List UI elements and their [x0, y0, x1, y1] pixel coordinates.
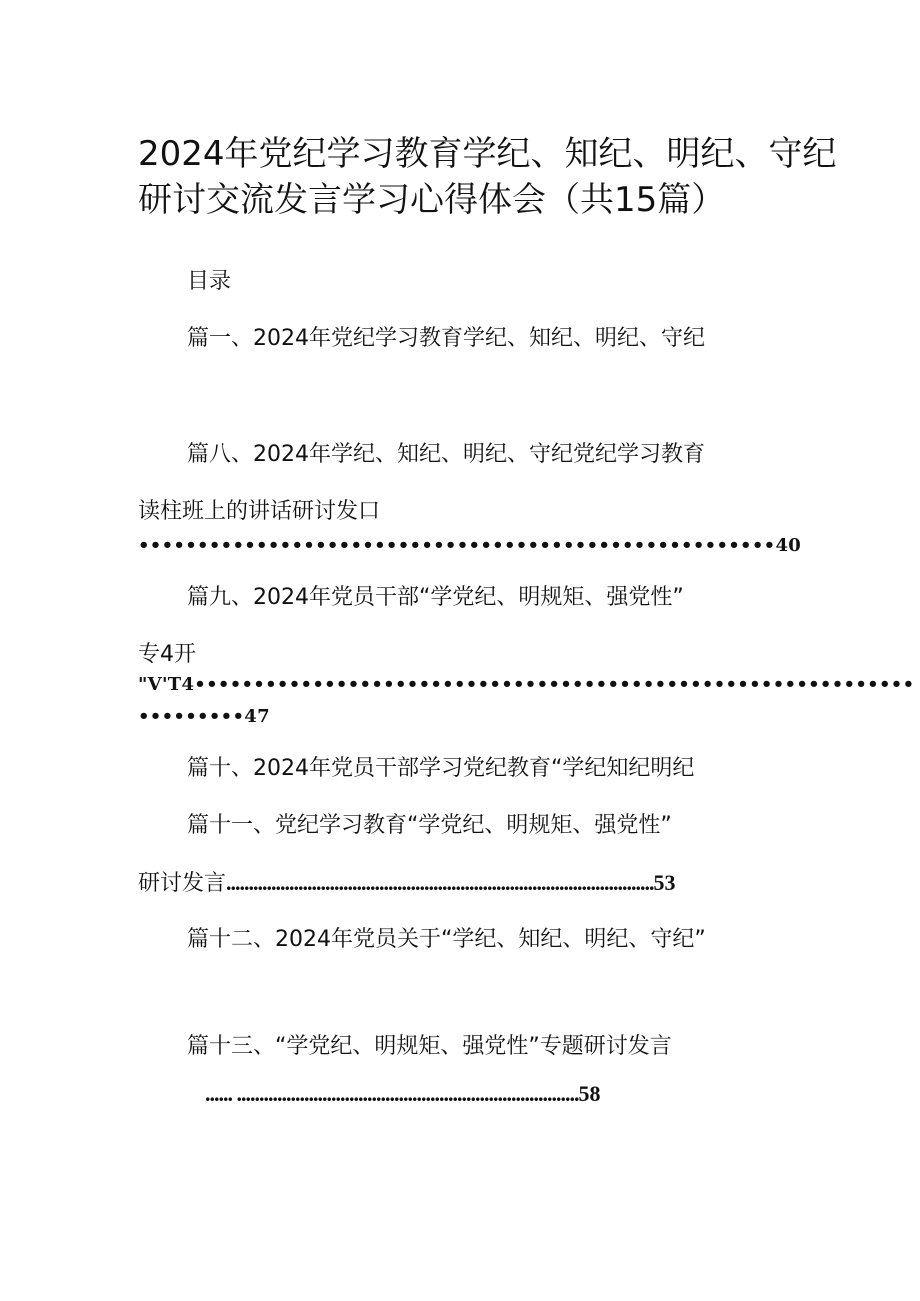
toc-item-11-text: 研讨发言: [138, 871, 227, 896]
toc-item-11-leader: ...............................................................................................: [226, 870, 654, 895]
toc-item-13-leader: ...... ............................................................................: [205, 1081, 579, 1106]
toc-item-11-page: 53: [653, 870, 676, 895]
toc-item-11-entry: [138, 869, 778, 898]
toc-item-13-title: 篇十三、“学党纪、明规矩、强党性”专题研讨发言: [187, 1034, 672, 1059]
document-title-line-2: 研讨交流发言学习心得体会（共15篇）: [138, 180, 726, 220]
toc-item-10: 篇十、2024年党员干部学习党纪教育“学纪知纪明纪: [187, 756, 695, 781]
toc-item-8-leader: ••••••••••••••••••••••••••••••••••••••••••••••••••••••40: [138, 535, 802, 556]
toc-item-1: 篇一、2024年党纪学习教育学纪、知纪、明纪、守纪: [187, 326, 705, 351]
toc-item-9-title: 篇九、2024年党员干部“学党纪、明规矩、强党性”: [187, 585, 684, 610]
toc-item-13-entry: [205, 1080, 601, 1109]
toc-item-9-leader-end: •••••••••47: [138, 706, 270, 727]
toc-item-8-title-cont: 读柱班上的讲话研讨发口: [138, 499, 381, 524]
toc-item-9-title-cont: 专4开: [138, 642, 196, 667]
toc-item-9-leader: "V'T4•••••••••••••••••••••••••••••••••••••••••••••••••••••••••••••: [138, 674, 915, 695]
toc-item-12: 篇十二、2024年党员关于“学纪、知纪、明纪、守纪”: [187, 927, 706, 952]
toc-heading: 目录: [187, 269, 232, 294]
toc-item-8-title: 篇八、2024年学纪、知纪、明纪、守纪党纪学习教育: [187, 442, 705, 467]
toc-item-11-title: 篇十一、党纪学习教育“学党纪、明规矩、强党性”: [187, 813, 672, 838]
document-title-line-1: 2024年党纪学习教育学纪、知纪、明纪、守纪: [138, 134, 837, 174]
toc-item-13-page: 58: [578, 1081, 601, 1106]
